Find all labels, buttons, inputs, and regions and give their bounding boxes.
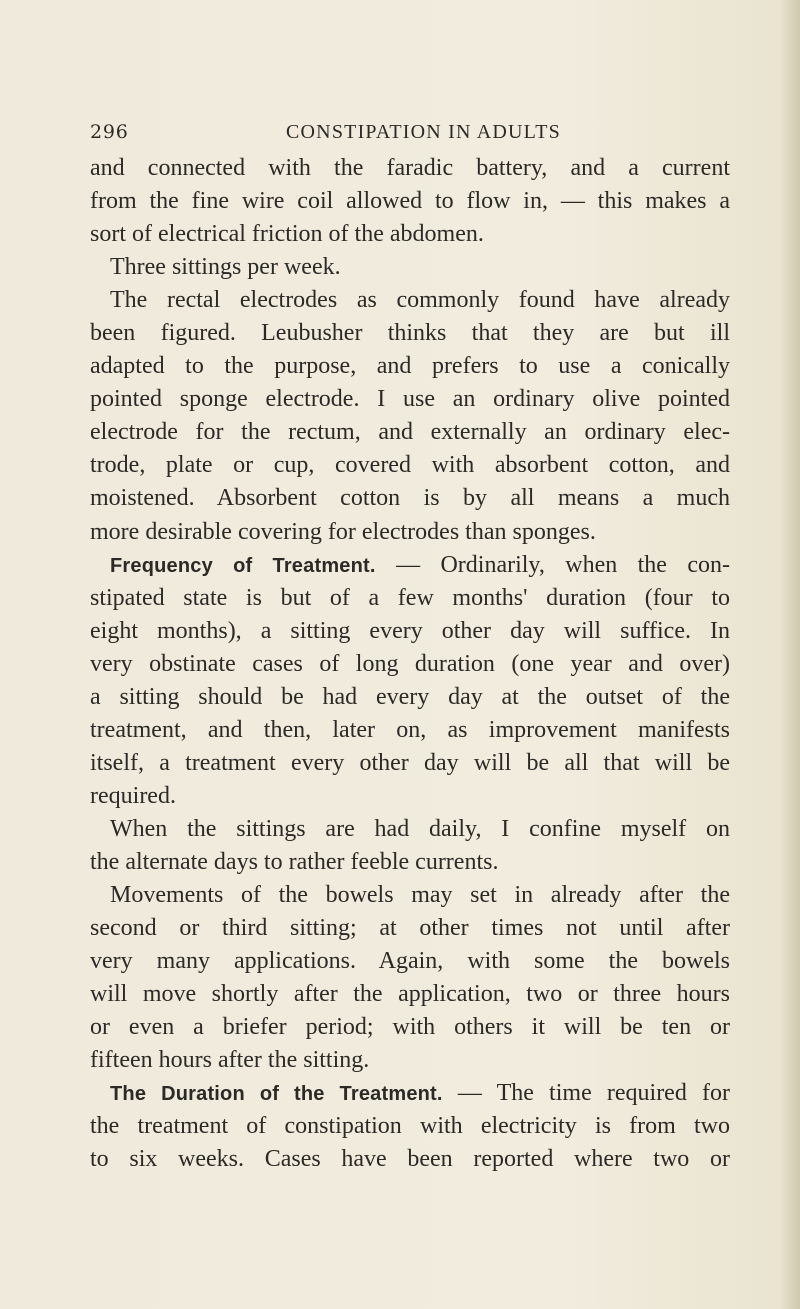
line-text: Movements of the bowels may set in already after the — [110, 882, 730, 909]
text-line — [90, 714, 730, 747]
text-line — [90, 1044, 730, 1077]
line-text: eight months), a sitting every other day will suffice. In — [90, 617, 730, 644]
text-line — [90, 482, 730, 515]
line-text: itself, a treatment every other day will be all that will be — [90, 749, 730, 776]
page-edge-shadow — [780, 0, 800, 1309]
text-line — [90, 449, 730, 482]
line-text: — Ordinarily, when the con- — [375, 551, 730, 578]
page-header — [90, 116, 730, 148]
text-line — [90, 1011, 730, 1044]
text-line — [90, 846, 730, 879]
text-line — [90, 879, 730, 912]
text-line — [90, 648, 730, 681]
line-text: to six weeks. Cases have been reported where two or — [90, 1146, 730, 1173]
text-line — [90, 317, 730, 350]
text-line — [90, 1110, 730, 1143]
line-text: been figured. Leubusher thinks that they are but ill — [90, 320, 730, 347]
line-text: the treatment of constipation with electricity is from two — [90, 1113, 730, 1140]
text-line — [90, 549, 730, 582]
line-text: electrode for the rectum, and externally an ordinary elec- — [90, 419, 730, 446]
text-line — [90, 152, 730, 185]
line-text: required. — [90, 782, 176, 809]
line-text: will move shortly after the application, two or three hours — [90, 981, 730, 1008]
body-text — [90, 152, 730, 1176]
section-heading: Frequency of Treatment. — [110, 554, 376, 577]
text-line — [90, 747, 730, 780]
text-line — [90, 681, 730, 714]
text-line — [90, 813, 730, 846]
line-text: from the fine wire coil allowed to flow in, — this makes a — [90, 188, 730, 215]
page-number: 296 — [90, 121, 129, 143]
text-line — [90, 383, 730, 416]
text-line — [90, 615, 730, 648]
text-line — [90, 1143, 730, 1176]
line-text: When the sittings are had daily, I confine myself on — [110, 815, 730, 842]
text-line — [90, 218, 730, 251]
line-text: very obstinate cases of long duration (one year and over) — [90, 650, 730, 677]
text-line — [90, 416, 730, 449]
text-line — [90, 516, 730, 549]
text-line — [90, 185, 730, 218]
line-text: the alternate days to rather feeble currents. — [90, 848, 499, 875]
text-line — [90, 978, 730, 1011]
line-text: fifteen hours after the sitting. — [90, 1047, 370, 1074]
text-line — [90, 284, 730, 317]
line-text: Three sittings per week. — [110, 254, 341, 281]
line-text: trode, plate or cup, covered with absorbent cotton, and — [90, 452, 730, 479]
line-text: second or third sitting; at other times not until after — [90, 915, 730, 942]
line-text: moistened. Absorbent cotton is by all means a much — [90, 485, 730, 512]
section-heading: The Duration of the Treatment. — [110, 1083, 443, 1106]
running-head: CONSTIPATION IN ADULTS — [286, 121, 561, 143]
line-text: sort of electrical friction of the abdomen. — [90, 221, 484, 248]
text-line — [90, 1077, 730, 1110]
line-text: very many applications. Again, with some the bowels — [90, 948, 730, 975]
text-line — [90, 350, 730, 383]
line-text: and connected with the faradic battery, and a current — [90, 155, 730, 181]
line-text: treatment, and then, later on, as improvement manifests — [90, 716, 730, 743]
line-text: or even a briefer period; with others it will be ten or — [90, 1014, 730, 1041]
text-line — [90, 251, 730, 284]
text-line — [90, 912, 730, 945]
line-text: The rectal electrodes as commonly found have already — [110, 287, 730, 314]
text-line — [90, 780, 730, 813]
text-line — [90, 945, 730, 978]
line-text: stipated state is but of a few months' duration (four to — [90, 584, 730, 611]
line-text: — The time required for — [442, 1080, 730, 1107]
line-text: a sitting should be had every day at the outset of the — [90, 683, 730, 710]
text-line — [90, 582, 730, 615]
line-text: adapted to the purpose, and prefers to use a conically — [90, 353, 730, 380]
line-text: more desirable covering for electrodes than sponges. — [90, 518, 596, 545]
line-text: pointed sponge electrode. I use an ordinary olive pointed — [90, 386, 730, 413]
